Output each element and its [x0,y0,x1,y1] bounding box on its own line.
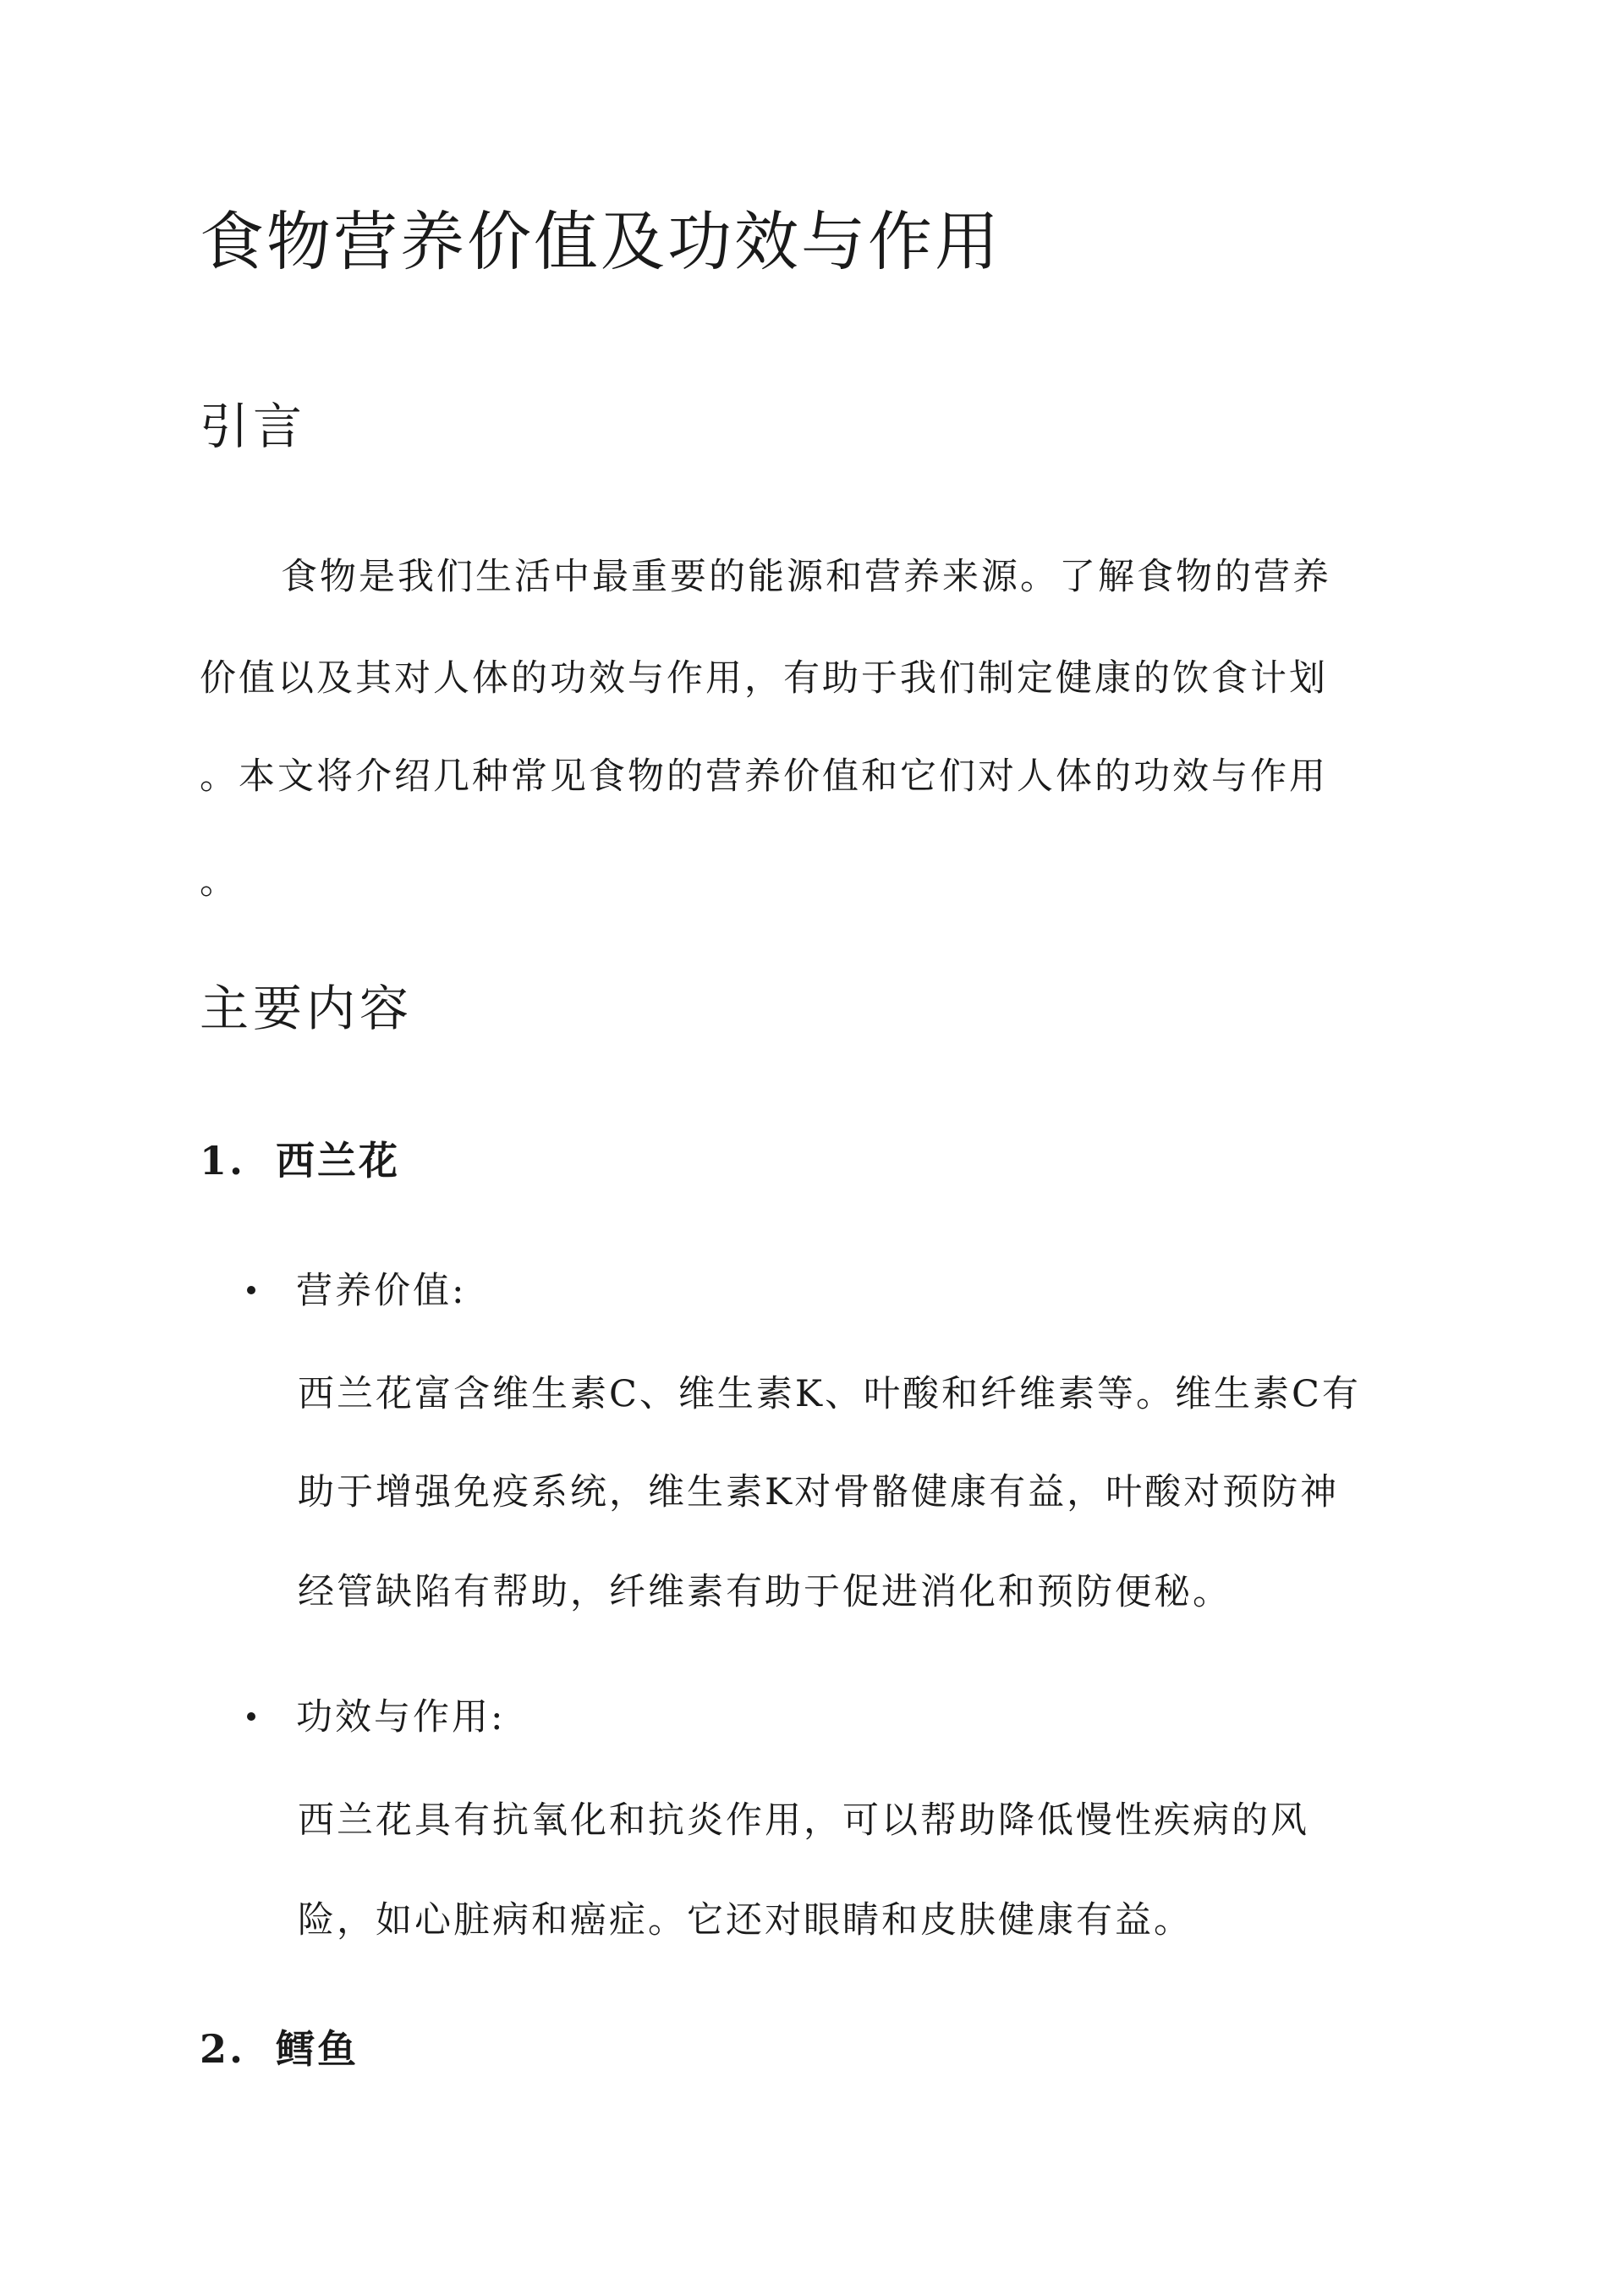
main-content-heading: 主要内容 [200,980,414,1037]
introduction-line: 。本文将介绍几种常见食物的营养价值和它们对人体的功效与作用 [200,755,1328,798]
section-title: 西兰花 [276,1138,400,1184]
section-heading-broccoli [200,1134,400,1188]
bullet-dot-icon [247,1712,255,1721]
section-title: 鳕鱼 [276,2026,359,2072]
introduction-line: 价值以及其对人体的功效与作用，有助于我们制定健康的饮食计划 [200,657,1328,700]
bullet-item-nutrition [247,1266,467,1316]
bullet-text-line: 西兰花富含维生素C、维生素K、叶酸和纤维素等。维生素C有 [298,1373,1361,1415]
section-number: 1. [200,1138,246,1184]
introduction-heading: 引言 [200,398,307,455]
bullet-text-line: 经管缺陷有帮助，纤维素有助于促进消化和预防便秘。 [298,1571,1232,1613]
document-title: 食物营养价值及功效与作用 [200,204,1001,279]
section-heading-cod [200,2022,359,2076]
bullet-text-line: 西兰花具有抗氧化和抗炎作用，可以帮助降低慢性疾病的风 [298,1799,1309,1842]
bullet-text-line: 助于增强免疫系统，维生素K对骨骼健康有益，叶酸对预防神 [298,1471,1340,1513]
bullet-label: 营养价值: [296,1270,467,1312]
bullet-text-line: 险，如心脏病和癌症。它还对眼睛和皮肤健康有益。 [298,1899,1193,1942]
section-number: 2. [200,2026,246,2072]
introduction-line: 。 [200,860,239,903]
bullet-item-effects [247,1692,506,1743]
bullet-label: 功效与作用: [296,1696,506,1738]
bullet-dot-icon [247,1286,255,1294]
introduction-line: 食物是我们生活中最重要的能源和营养来源。了解食物的营养 [281,556,1331,598]
